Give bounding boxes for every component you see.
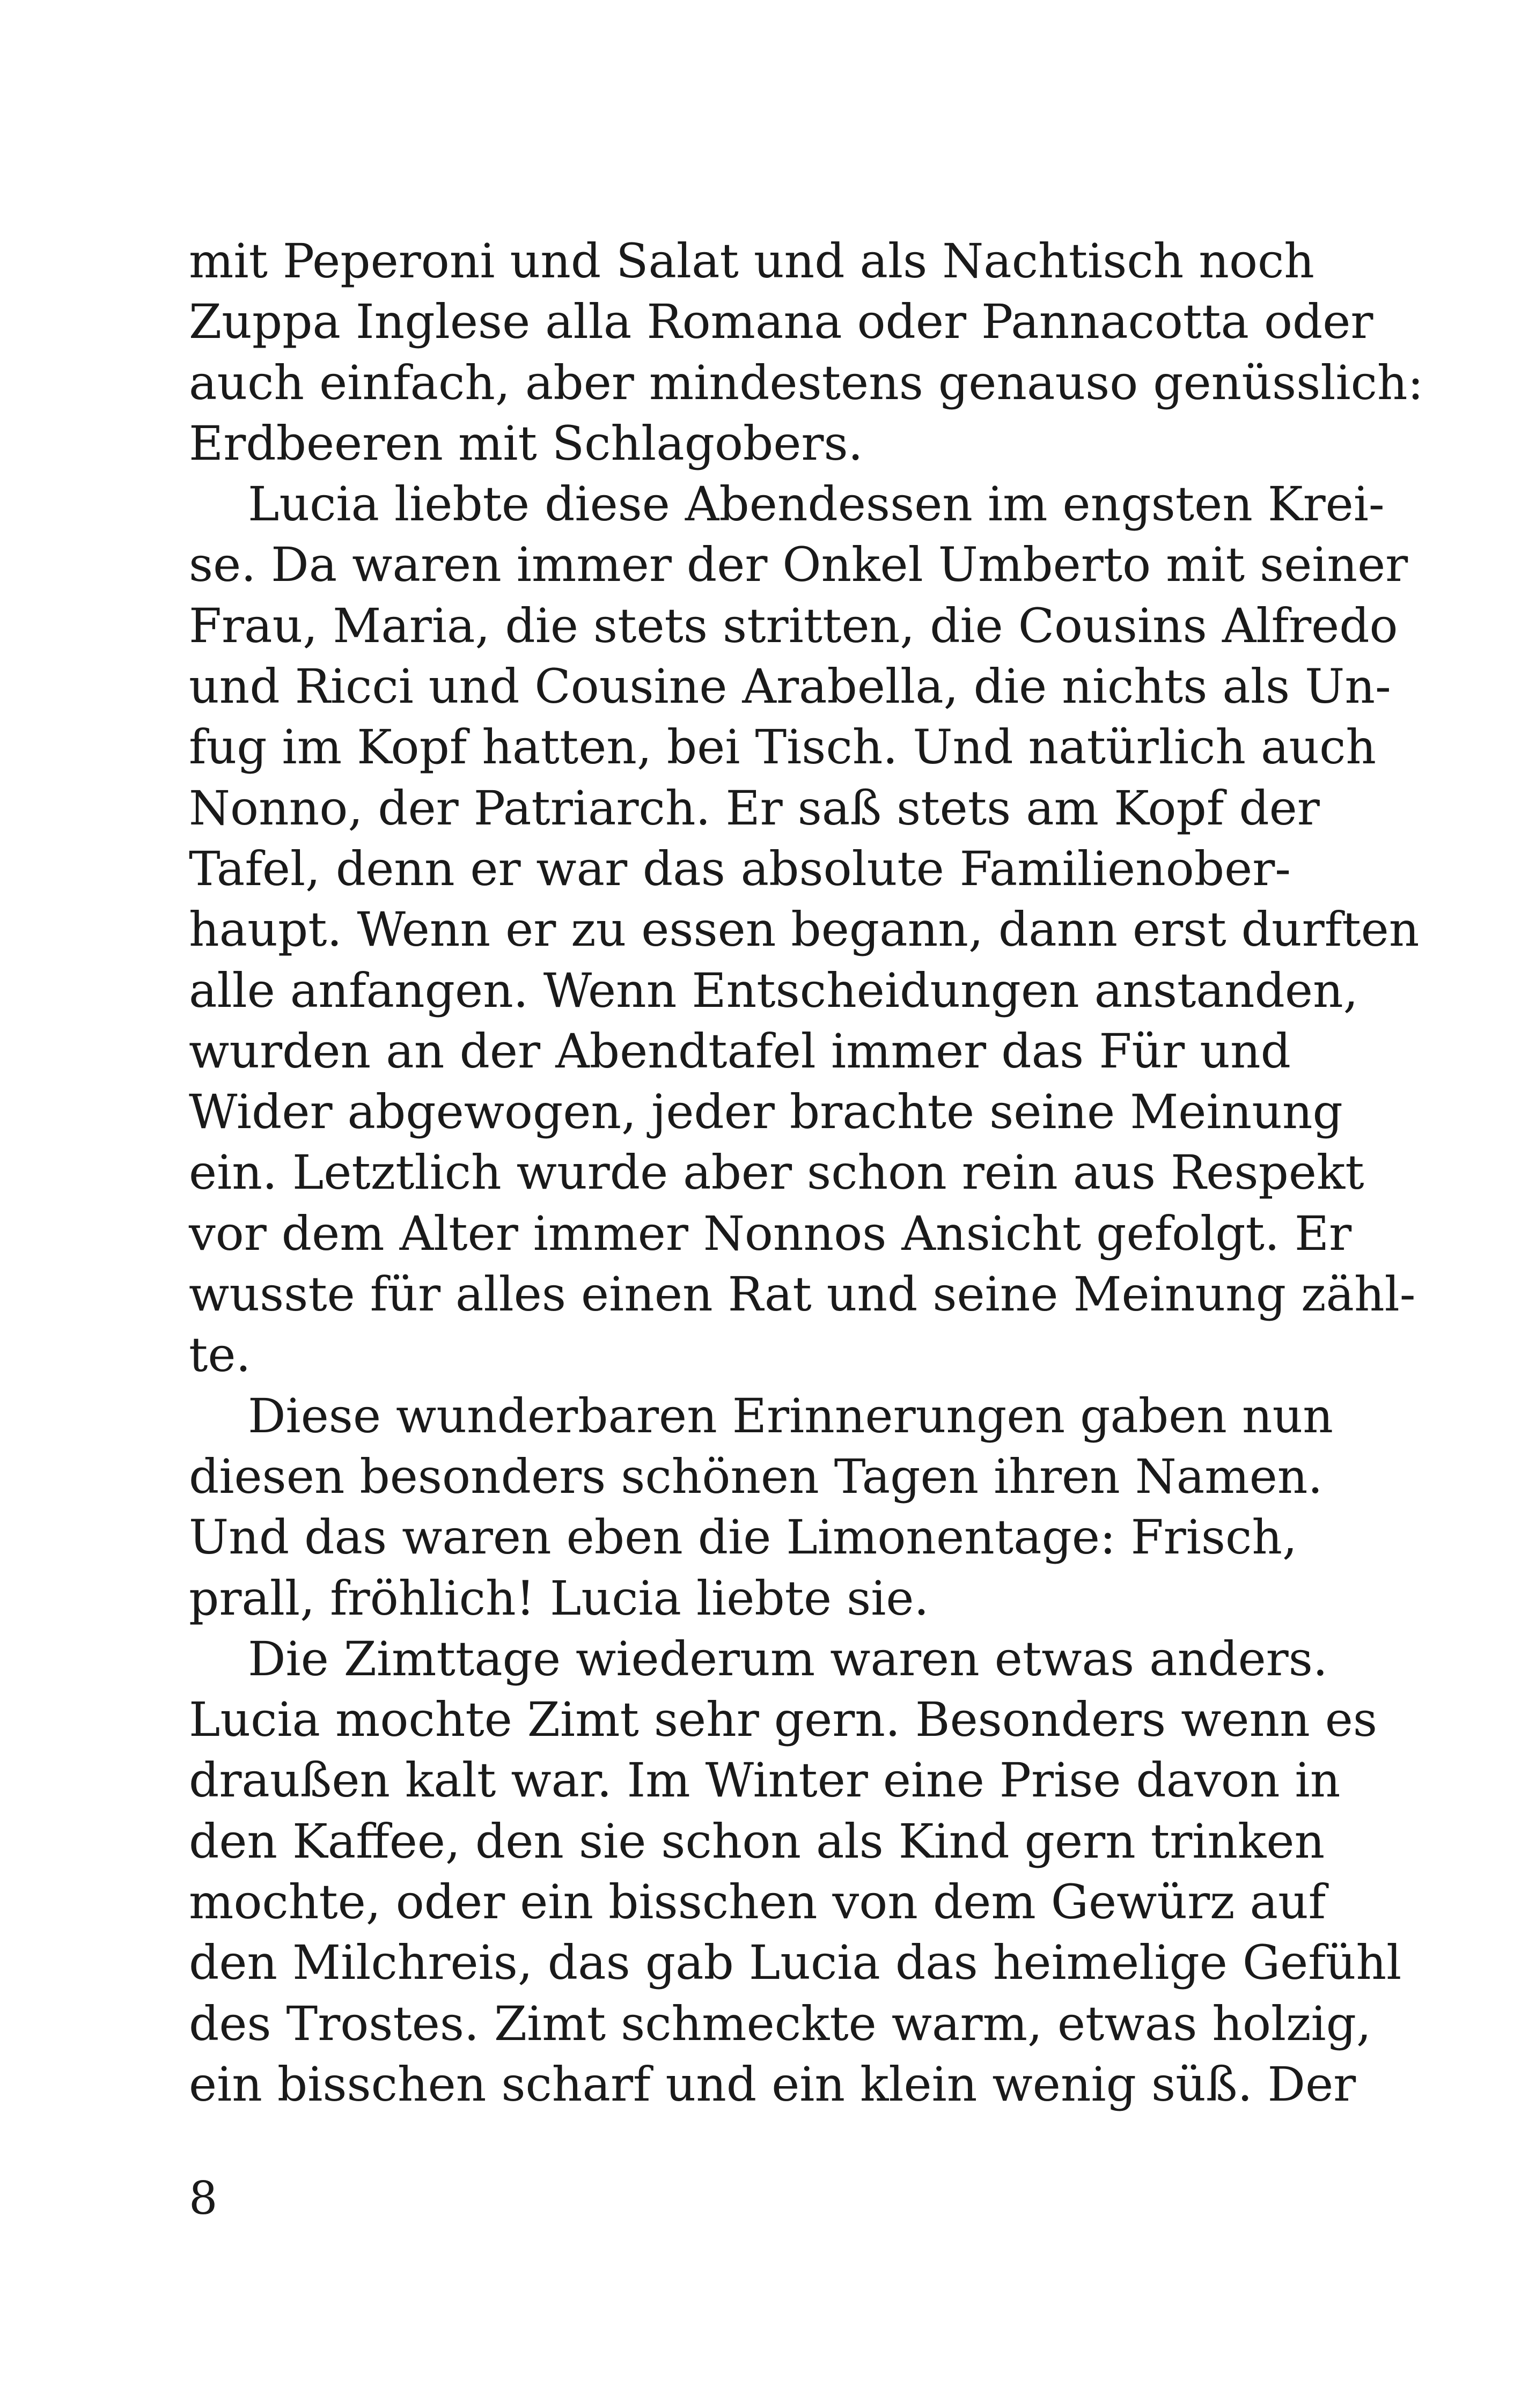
- paragraph-first-line: Lucia liebte diese Abendessen im engsten Krei-: [248, 476, 1385, 532]
- text-line: haupt. Wenn er zu essen begann, dann erst durften: [189, 902, 1420, 958]
- text-line: Wider abgewogen, jeder brachte seine Meinung: [189, 1084, 1343, 1140]
- text-line: auch einfach, aber mindestens genauso genüsslich:: [189, 355, 1424, 410]
- text-line: Und das waren eben die Limonentage: Frisch,: [189, 1509, 1297, 1565]
- text-line: wusste für alles einen Rat und seine Meinung zähl-: [189, 1266, 1416, 1322]
- text-line: prall, fröhlich! Lucia liebte sie.: [189, 1570, 929, 1626]
- text-line: alle anfangen. Wenn Entscheidungen anstanden,: [189, 962, 1358, 1018]
- body-text: [189, 231, 1424, 2115]
- text-line: ein. Letztlich wurde aber schon rein aus Respekt: [189, 1145, 1364, 1201]
- text-line: Tafel, denn er war das absolute Familienober-: [189, 841, 1291, 896]
- text-line: fug im Kopf hatten, bei Tisch. Und natürlich auch: [189, 719, 1377, 775]
- text-line: vor dem Alter immer Nonnos Ansicht gefolgt. Er: [189, 1205, 1352, 1261]
- text-line: te.: [189, 1327, 251, 1383]
- page-number: 8: [189, 2172, 218, 2225]
- paragraph-first-line: Die Zimttage wiederum waren etwas anders.: [248, 1631, 1328, 1687]
- text-line: draußen kalt war. Im Winter eine Prise davon in: [189, 1752, 1341, 1808]
- text-line: Nonno, der Patriarch. Er saß stets am Kopf der: [189, 780, 1320, 836]
- text-line: diesen besonders schönen Tagen ihren Namen.: [189, 1448, 1323, 1504]
- text-line: Erdbeeren mit Schlagobers.: [189, 415, 863, 471]
- text-line: den Kaffee, den sie schon als Kind gern trinken: [189, 1813, 1325, 1869]
- text-line: Lucia mochte Zimt sehr gern. Besonders wenn es: [189, 1692, 1378, 1748]
- text-line: den Milchreis, das gab Lucia das heimelige Gefühl: [189, 1935, 1402, 1991]
- text-line: Zuppa Inglese alla Romana oder Pannacotta oder: [189, 294, 1373, 350]
- paragraph-first-line: Diese wunderbaren Erinnerungen gaben nun: [248, 1388, 1333, 1444]
- text-line: mochte, oder ein bisschen von dem Gewürz auf: [189, 1874, 1326, 1930]
- text-line: mit Peperoni und Salat und als Nachtisch noch: [189, 233, 1314, 289]
- text-line: wurden an der Abendtafel immer das Für und: [189, 1023, 1291, 1079]
- text-line: se. Da waren immer der Onkel Umberto mit seiner: [189, 537, 1408, 593]
- text-line: des Trostes. Zimt schmeckte warm, etwas holzig,: [189, 1995, 1371, 2051]
- text-line: Frau, Maria, die stets stritten, die Cousins Alfredo: [189, 598, 1398, 653]
- text-line: und Ricci und Cousine Arabella, die nichts als Un-: [189, 659, 1391, 715]
- text-line: ein bisschen scharf und ein klein wenig süß. Der: [189, 2056, 1356, 2112]
